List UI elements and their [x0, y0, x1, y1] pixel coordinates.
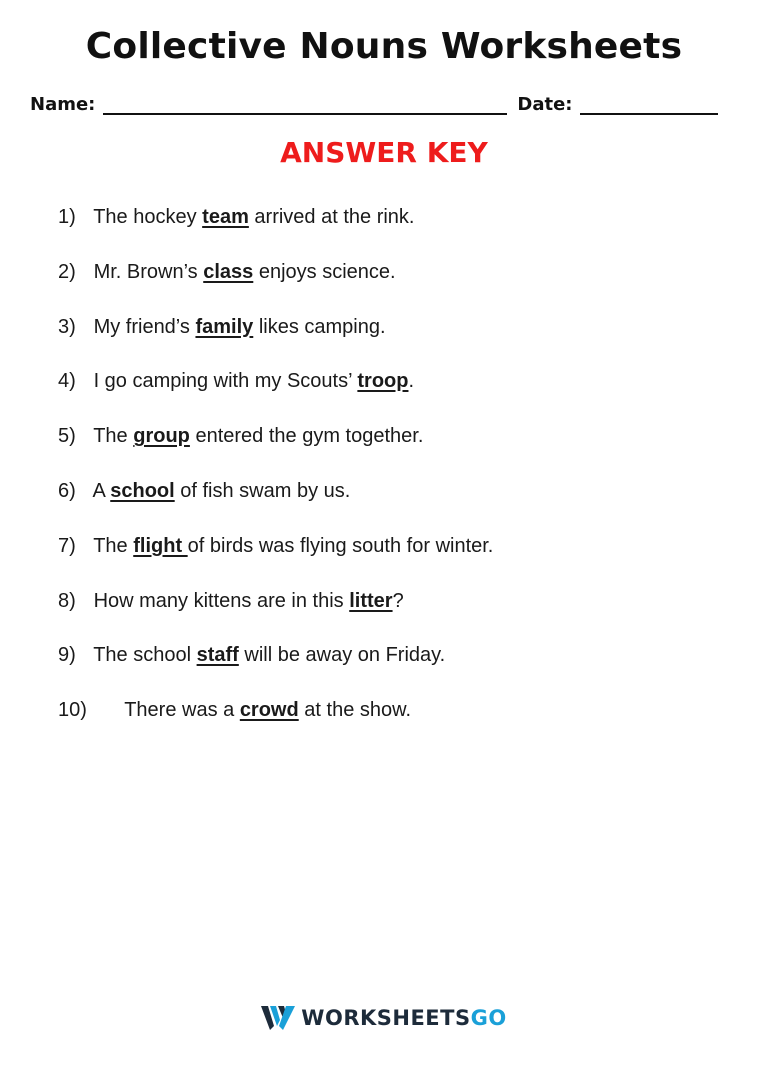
page-title: Collective Nouns Worksheets: [85, 26, 683, 67]
answer-word: family: [195, 315, 254, 338]
answer-word: flight: [133, 534, 188, 557]
brand-name-part2: GO: [470, 1006, 507, 1030]
question-list: [58, 200, 738, 748]
answer-word: troop: [357, 370, 409, 393]
question-item: [58, 310, 738, 365]
question-text-before: The school: [93, 644, 197, 667]
date-field[interactable]: [580, 97, 718, 115]
question-number: 5): [58, 425, 76, 448]
question-item: [58, 529, 738, 584]
question-item: [58, 584, 738, 639]
brand-name-part1: WORKSHEETS: [301, 1006, 471, 1030]
answer-word: group: [133, 425, 190, 448]
question-text-after: likes camping.: [253, 315, 386, 338]
question-text-after: arrived at the rink.: [248, 206, 415, 228]
footer-brand: [0, 1004, 768, 1032]
name-label: Name:: [30, 94, 96, 115]
answer-word: staff: [196, 644, 239, 667]
answer-word: class: [203, 260, 254, 283]
question-text-before: The: [93, 425, 134, 448]
question-number: 3): [58, 315, 76, 338]
answer-word: crowd: [239, 699, 299, 722]
name-date-row: [30, 94, 740, 115]
question-text-before: The: [93, 534, 134, 557]
question-text-after: of fish swam by us.: [174, 479, 351, 502]
question-number: 4): [58, 370, 76, 393]
question-text-after: ?: [392, 589, 404, 612]
question-text-before: The hockey: [93, 206, 203, 228]
question-number: 1): [58, 206, 76, 228]
question-item: [58, 638, 738, 693]
question-text-after: entered the gym together.: [189, 425, 424, 448]
answer-word: school: [110, 479, 175, 502]
question-item: [58, 474, 738, 529]
question-item: [58, 419, 738, 474]
question-text-before: A: [92, 479, 111, 502]
answer-key-heading: ANSWER KEY: [280, 136, 488, 169]
question-number: 8): [58, 589, 76, 612]
question-text-before: I go camping with my Scouts’: [93, 370, 358, 393]
worksheetsgo-logo-icon: [261, 1004, 295, 1032]
question-text-before: My friend’s: [93, 315, 196, 338]
question-number: 7): [58, 534, 76, 557]
question-number: 9): [58, 644, 76, 667]
question-text-after: of birds was flying south for winter.: [187, 534, 494, 557]
date-label: Date:: [517, 94, 573, 115]
question-item: [58, 693, 738, 748]
question-text-after: .: [408, 370, 415, 393]
answer-word: team: [202, 206, 249, 228]
question-item: [58, 200, 738, 255]
question-number: 2): [58, 260, 76, 283]
question-text-before: Mr. Brown’s: [93, 260, 204, 283]
question-text-after: at the show.: [298, 699, 412, 722]
question-item: [58, 364, 738, 419]
name-field[interactable]: [103, 97, 507, 115]
question-number: 6): [58, 479, 76, 502]
question-text-before: How many kittens are in this: [93, 589, 350, 612]
question-item: [58, 255, 738, 310]
question-number: 10): [58, 699, 87, 722]
question-text-before: There was a: [124, 699, 240, 722]
answer-word: litter: [349, 589, 393, 612]
question-text-after: will be away on Friday.: [238, 644, 446, 667]
question-text-after: enjoys science.: [253, 260, 396, 283]
